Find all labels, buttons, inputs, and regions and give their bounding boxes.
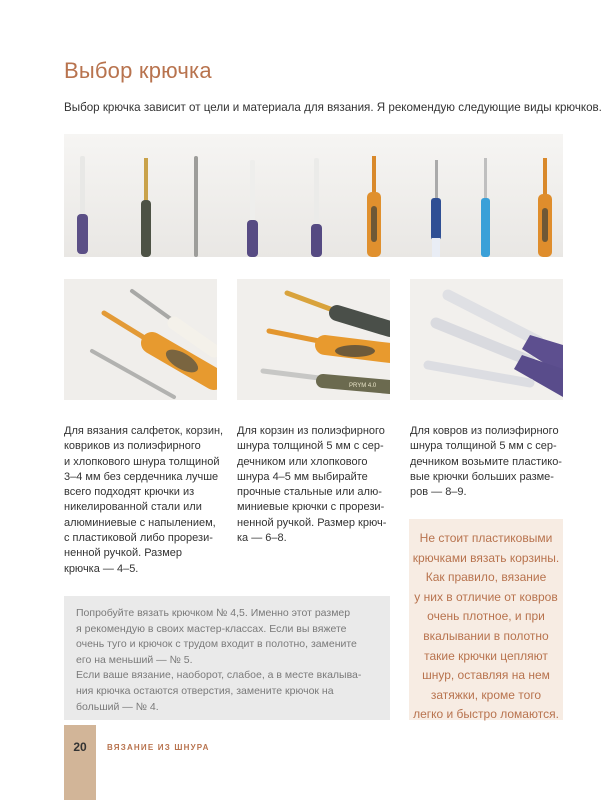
running-head: ВЯЗАНИЕ ИЗ ШНУРА bbox=[107, 743, 210, 752]
intro-paragraph: Выбор крючка зависит от цели и материала для вязания. Я рекомендую следующие виды крючков. bbox=[64, 101, 602, 114]
hook-size-label: PRYM 4.0 bbox=[349, 383, 377, 389]
hook-steel bbox=[194, 156, 198, 257]
footer-color-bar bbox=[64, 725, 96, 800]
photo-plastic-hooks bbox=[410, 279, 563, 400]
page-title: Выбор крючка bbox=[64, 58, 212, 83]
page-number: 20 bbox=[73, 740, 87, 754]
column-1-text: Для вязания салфеток, корзин, ковриков из полиэфирного и хлопкового шнура толщиной 3–4 мм без сердечника лучше всего подходят крючки из никелированной стали или алюминиевые с напылением, с пластиковой либо прорези- ненной ручкой. Размер крючка — 4–5. bbox=[64, 425, 224, 575]
hooks-row-photo bbox=[64, 134, 563, 257]
tip-box: Попробуйте вязать крючком № 4,5. Именно этот размер я рекомендую в своих мастер-классах. Если вы вяжете очень туго и крючок с трудом входит в полотно, замените его на меньший — № 5. Если ваше вязание, наоборот, слабое, а в месте вкалыва- ния крючка остаются отверстия, замените крючок на больший — № 4. bbox=[64, 596, 390, 720]
note-box: Не стоит пластиковыми крючками вязать корзины. Как правило, вязание у них в отличие от ковров очень плотное, и при вкалывании в полотно такие крючки цепляют шнур, оставляя на нем затяжки, кроме того легко и быстро ломаются. bbox=[409, 519, 563, 720]
photo-ergonomic-hooks bbox=[237, 279, 390, 400]
column-2-text: Для корзин из полиэфирного шнура толщиной 5 мм с сер- дечником или хлопкового шнура 4–5 мм выбирайте прочные стальные или алю- миниевые крючки с прорези- ненной ручкой. Размер крюч- ка — 6–8. bbox=[237, 425, 387, 545]
column-3-text: Для ковров из полиэфирного шнура толщиной 5 мм с сер- дечником возьмите пластико- вые крючки больших разме- ров — 8–9. bbox=[410, 425, 562, 499]
photo-steel-hooks bbox=[64, 279, 217, 400]
